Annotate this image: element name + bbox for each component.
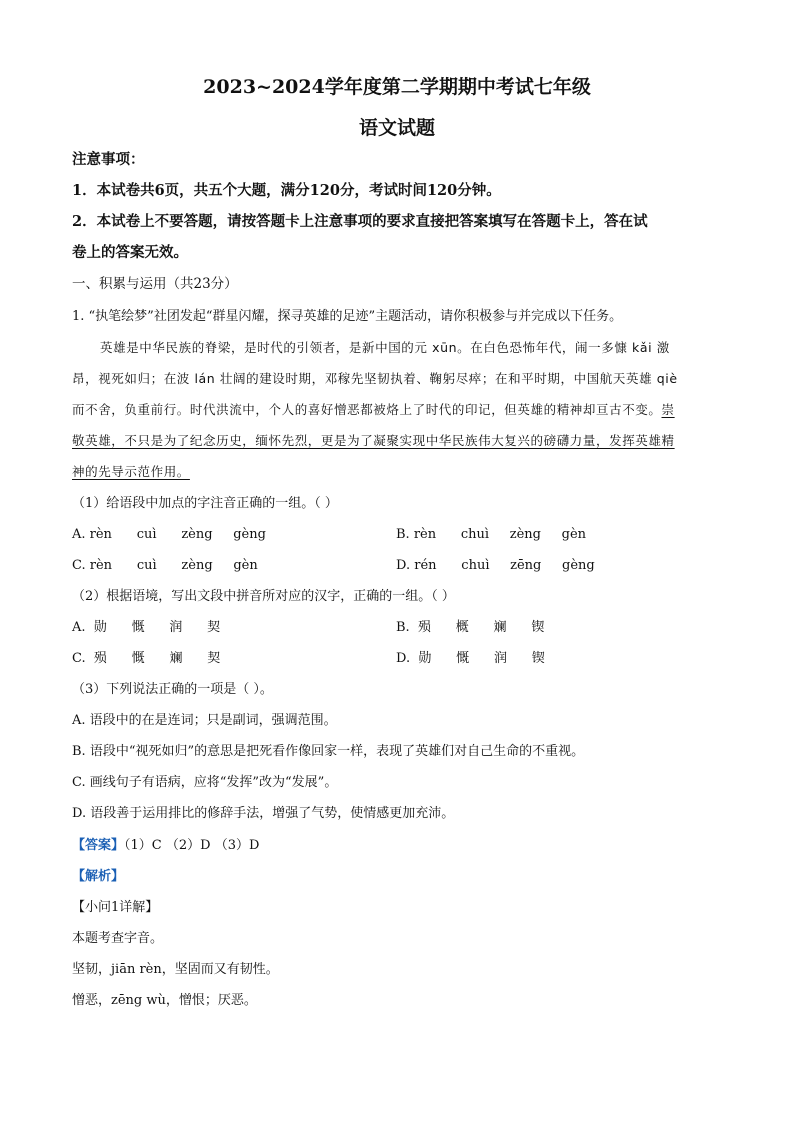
notes-heading: 注意事项： (72, 151, 145, 168)
answer-line (72, 836, 259, 856)
exam-subtitle: 语文试题 (358, 117, 435, 139)
answer-text: （1）C （2）D （3）D (124, 838, 260, 853)
answer-label: 【答案】 (72, 838, 125, 853)
exam-title: 2023~2024学年度第二学期期中考试七年级 (203, 76, 591, 98)
section-heading: 一、积累与运用（共23分） (72, 276, 238, 292)
analysis-line-2: 坚韧，jiān rèn，坚固而又有韧性。 (72, 962, 279, 977)
analysis-line-1: 本题考查字音。 (72, 931, 164, 946)
notes-item-2-cont: 卷上的答案无效。 (72, 244, 188, 261)
q1-2-stem: （2）根据语境，写出文段中拼音所对应的汉字，正确的一组。（ ） (72, 589, 455, 604)
q1-2-option-d: D. 勋 慨 润 锲 (396, 651, 545, 666)
underlined-sentence-start: 崇 (661, 402, 675, 417)
q1-1-option-c: C. rèn cuì zèng gèn (72, 558, 258, 573)
q1-3-option-d: D. 语段善于运用排比的修辞手法，增强了气势，使情感更加充沛。 (72, 806, 455, 821)
passage-line-3-text: 而不舍，负重前行。时代洪流中，个人的喜好憎恶都被烙上了时代的印记，但英雄的精神却亘古不变。 (72, 402, 662, 417)
q1-1-stem: （1）给语段中加点的字注音正确的一组。（ ） (72, 496, 338, 511)
q1-2-option-c: C. 殒 慨 斓 契 (72, 651, 221, 666)
analysis-label: 【解析】 (72, 869, 125, 884)
q1-3-stem: （3）下列说法正确的一项是（ ）。 (72, 682, 273, 697)
q1-1-option-a: A. rèn cuì zèng gèng (72, 527, 266, 542)
notes-item-2: 2．本试卷上不要答题，请按答题卡上注意事项的要求直接把答案填写在答题卡上，答在试 (72, 213, 648, 230)
passage-line-1: 英雄是中华民族的脊梁，是时代的引领者，是新中国的元 xūn。在白色恐怖年代，闹一多慷 kǎi 激 (100, 340, 670, 355)
passage-line-3 (72, 400, 720, 420)
q1-2-option-b: B. 殒 概 斓 锲 (396, 620, 545, 635)
analysis-line-3: 憎恶，zēng wù，憎恨；厌恶。 (72, 993, 257, 1008)
passage-line-2: 昂，视死如归；在波 lán 壮阔的建设时期，邓稼先坚韧执着、鞠躬尽瘁；在和平时期，中国航天英雄 qiè (72, 371, 678, 386)
passage-line-4: 敬英雄，不只是为了纪念历史，缅怀先烈，更是为了凝聚实现中华民族伟大复兴的磅礴力量，发挥英雄精 (72, 433, 675, 448)
notes-item-1: 1．本试卷共6页，共五个大题，满分120分，考试时间120分钟。 (72, 182, 501, 199)
q1-3-option-a: A. 语段中的在是连词；只是副词，强调范围。 (72, 713, 337, 728)
analysis-subheading: 【小问1详解】 (72, 900, 159, 915)
question-1-intro: 1. “执笔绘梦”社团发起“群星闪耀，探寻英雄的足迹”主题活动，请你积极参与并完成以下任务。 (72, 309, 623, 324)
q1-1-option-b: B. rèn chuì zèng gèn (396, 527, 587, 542)
passage-line-5: 神的先导示范作用。 (72, 464, 190, 479)
q1-3-option-c: C. 画线句子有语病，应将“发挥”改为“发展”。 (72, 775, 338, 790)
q1-2-option-a: A. 勋 慨 润 契 (72, 620, 221, 635)
q1-3-option-b: B. 语段中“视死如归”的意思是把死看作像回家一样，表现了英雄们对自己生命的不重视。 (72, 744, 585, 759)
q1-1-option-d: D. rén chuì zēng gèng (396, 558, 595, 573)
